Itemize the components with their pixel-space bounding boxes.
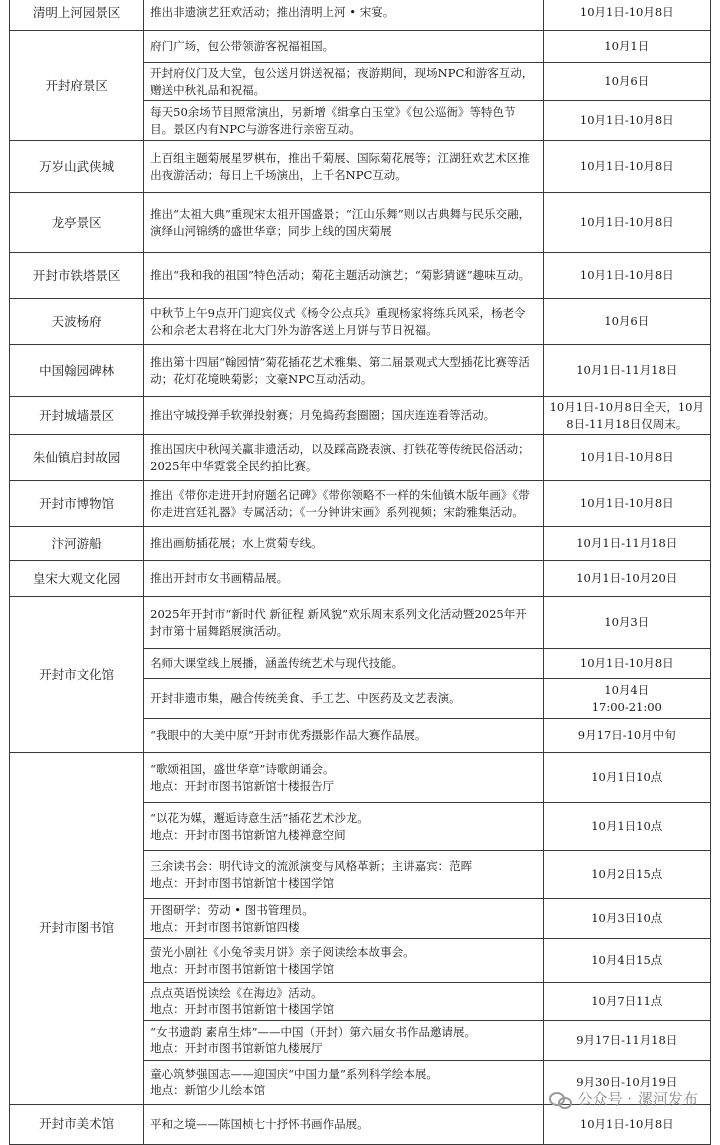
watermark bbox=[549, 1088, 698, 1109]
venue-cell: 中国翰园碑林 bbox=[10, 345, 144, 397]
activity-cell: 三余读书会：明代诗文的流派演变与风格革新；主讲嘉宾：范晖 地点：开封市图书馆新馆十楼国学馆 bbox=[144, 851, 543, 899]
table-row bbox=[10, 527, 711, 561]
table-row bbox=[10, 1104, 711, 1144]
date-cell: 10月1日-10月8日 bbox=[543, 435, 710, 481]
activity-cell: 名师大课堂线上展播，涵盖传统艺术与现代技能。 bbox=[144, 649, 543, 679]
activity-cell: 开图研学：劳动 • 图书管理员。 地点：开封市图书馆新馆四楼 bbox=[144, 899, 543, 939]
date-cell: 10月1日-10月8日 bbox=[543, 141, 710, 193]
activity-cell: 推出第十四届“翰园情”菊花插花艺术雅集、第二届景观式大型插花比赛等活动；花灯花境映菊影；文豪NPC互动活动。 bbox=[144, 345, 543, 397]
date-cell: 10月1日-10月8日 bbox=[543, 481, 710, 527]
date-cell: 10月1日-10月8日 bbox=[543, 193, 710, 253]
venue-cell: 天波杨府 bbox=[10, 299, 144, 345]
date-cell: 10月1日-10月20日 bbox=[543, 561, 710, 597]
venue-cell: 皇宋大观文化园 bbox=[10, 561, 144, 597]
activity-cell: 2025年开封市“新时代 新征程 新风貌”欢乐周末系列文化活动暨2025年开封市第十届舞蹈展演活动。 bbox=[144, 597, 543, 649]
venue-cell: 开封市图书馆 bbox=[10, 753, 144, 1105]
date-cell: 10月1日-10月8日 bbox=[543, 0, 710, 31]
table-row bbox=[10, 141, 711, 193]
venue-cell: 开封城墙景区 bbox=[10, 397, 144, 435]
date-cell: 10月1日-10月8日 bbox=[543, 1104, 710, 1144]
venue-cell: 开封市美术馆 bbox=[10, 1104, 144, 1144]
activity-cell: 推出画舫插花展；水上赏菊专线。 bbox=[144, 527, 543, 561]
date-cell: 10月3日 bbox=[543, 597, 710, 649]
activity-cell: 开封非遗市集，融合传统美食、手工艺、中医药及文艺表演。 bbox=[144, 679, 543, 719]
table-row bbox=[10, 0, 711, 31]
date-cell: 10月1日10点 bbox=[543, 803, 710, 851]
watermark-prefix: 公众号 · bbox=[577, 1090, 632, 1108]
activity-cell: 萤光小剧社《小兔爷卖月饼》亲子阅读绘本故事会。 地点：开封市图书馆新馆十楼国学馆 bbox=[144, 939, 543, 983]
wechat-icon bbox=[549, 1090, 571, 1108]
venue-cell: 汴河游船 bbox=[10, 527, 144, 561]
table-row bbox=[10, 193, 711, 253]
table-row bbox=[10, 481, 711, 527]
date-cell: 9月30日-10月19日 bbox=[543, 1060, 710, 1104]
activity-cell: “我眼中的大美中原”开封市优秀摄影作品大赛作品展。 bbox=[144, 719, 543, 753]
venue-cell: 开封市博物馆 bbox=[10, 481, 144, 527]
date-cell: 10月1日-10月8日 bbox=[543, 253, 710, 299]
activity-cell: 推出《带你走进开封府题名记碑》《带你领略不一样的朱仙镇木版年画》《带你走进宫廷礼器》专属活动；《一分钟讲宋画》系列视频；宋韵雅集活动。 bbox=[144, 481, 543, 527]
activity-cell: 开封府仪门及大堂，包公送月饼送祝福；夜游期间，现场NPC和游客互动，赠送中秋礼品和祝福。 bbox=[144, 63, 543, 101]
table-row bbox=[10, 31, 711, 63]
activity-cell: 上百组主题菊展星罗棋布，推出千菊展、国际菊花展等；江湖狂欢艺术区推出夜游活动；每日上千场演出，上千名NPC互动。 bbox=[144, 141, 543, 193]
date-cell: 10月1日-10月8日 bbox=[543, 649, 710, 679]
activity-cell: 点点英语悦读绘《在海边》活动。 地点：开封市图书馆新馆十楼国学馆 bbox=[144, 983, 543, 1021]
activity-cell: “歌颂祖国，盛世华章”诗歌朗诵会。 地点：开封市图书馆新馆十楼报告厅 bbox=[144, 753, 543, 803]
date-cell: 10月3日10点 bbox=[543, 899, 710, 939]
date-cell: 10月2日15点 bbox=[543, 851, 710, 899]
venue-cell: 开封市文化馆 bbox=[10, 597, 144, 753]
activity-cell: 府门广场，包公带领游客祝福祖国。 bbox=[144, 31, 543, 63]
activity-cell: 推出开封市女书画精品展。 bbox=[144, 561, 543, 597]
table-row bbox=[10, 435, 711, 481]
activity-cell: 平和之境——陈国桢七十抒怀书画作品展。 bbox=[144, 1104, 543, 1144]
date-cell: 9月17日-10月中旬 bbox=[543, 719, 710, 753]
venue-cell: 开封市铁塔景区 bbox=[10, 253, 144, 299]
date-cell: 10月4日 17:00-21:00 bbox=[543, 679, 710, 719]
activity-cell: 每天50余场节目照常演出，另新增《缉拿白玉堂》《包公巡衙》等特色节目。景区内有NPC与游客进行亲密互动。 bbox=[144, 101, 543, 141]
date-cell: 10月6日 bbox=[543, 299, 710, 345]
date-cell: 10月7日11点 bbox=[543, 983, 710, 1021]
table-row bbox=[10, 253, 711, 299]
venue-cell: 清明上河园景区 bbox=[10, 0, 144, 31]
venue-cell: 万岁山武侠城 bbox=[10, 141, 144, 193]
watermark-name: 漯河发布 bbox=[637, 1090, 698, 1108]
table-row bbox=[10, 397, 711, 435]
date-cell: 10月1日-11月18日 bbox=[543, 345, 710, 397]
date-cell: 10月1日-10月8日全天，10月8日-11月18日仅周末。 bbox=[543, 397, 710, 435]
activity-cell: 中秋节上午9点开门迎宾仪式《杨令公点兵》重现杨家将练兵风采，杨老令公和佘老太君将在北大门外为游客送上月饼与节日祝福。 bbox=[144, 299, 543, 345]
date-cell: 10月1日 bbox=[543, 31, 710, 63]
table-row bbox=[10, 597, 711, 649]
activity-cell: 推出守城投弹手软弹投射赛；月兔捣药套圈圈；国庆连连看等活动。 bbox=[144, 397, 543, 435]
activity-cell: 童心筑梦强国志——迎国庆“中国力量”系列科学绘本展。 地点：新馆少儿绘本馆 bbox=[144, 1060, 543, 1104]
table-row bbox=[10, 345, 711, 397]
venue-cell: 朱仙镇启封故园 bbox=[10, 435, 144, 481]
activity-cell: 推出非遗演艺狂欢活动；推出清明上河 • 宋宴。 bbox=[144, 0, 543, 31]
table-row bbox=[10, 561, 711, 597]
date-cell: 10月1日-11月18日 bbox=[543, 527, 710, 561]
date-cell: 10月6日 bbox=[543, 63, 710, 101]
activity-cell: “女书遗韵 素帛生炜”——中国（开封）第六届女书作品邀请展。 地点：开封市图书馆新馆九楼展厅 bbox=[144, 1020, 543, 1060]
venue-cell: 开封府景区 bbox=[10, 31, 144, 141]
activity-cell: 推出“太祖大典”重现宋太祖开国盛景；“江山乐舞”则以古典舞与民乐交融，演绎山河锦绣的盛世华章；同步上线的国庆菊展 bbox=[144, 193, 543, 253]
date-cell: 10月1日10点 bbox=[543, 753, 710, 803]
table-row bbox=[10, 299, 711, 345]
date-cell: 9月17日-11月18日 bbox=[543, 1020, 710, 1060]
table-row bbox=[10, 753, 711, 803]
date-cell: 10月4日15点 bbox=[543, 939, 710, 983]
date-cell: 10月1日-10月8日 bbox=[543, 101, 710, 141]
activity-cell: 推出“我和我的祖国”特色活动；菊花主题活动演艺；“菊影猜谜”趣味互动。 bbox=[144, 253, 543, 299]
venue-cell: 龙亭景区 bbox=[10, 193, 144, 253]
activity-cell: 推出国庆中秋闯关赢非遗活动，以及踩高跷表演、打铁花等传统民俗活动；2025年中华霓裳全民约拍比赛。 bbox=[144, 435, 543, 481]
activity-table bbox=[9, 0, 711, 1145]
activity-cell: “以花为媒，邂逅诗意生活”插花艺术沙龙。 地点：开封市图书馆新馆九楼禅意空间 bbox=[144, 803, 543, 851]
